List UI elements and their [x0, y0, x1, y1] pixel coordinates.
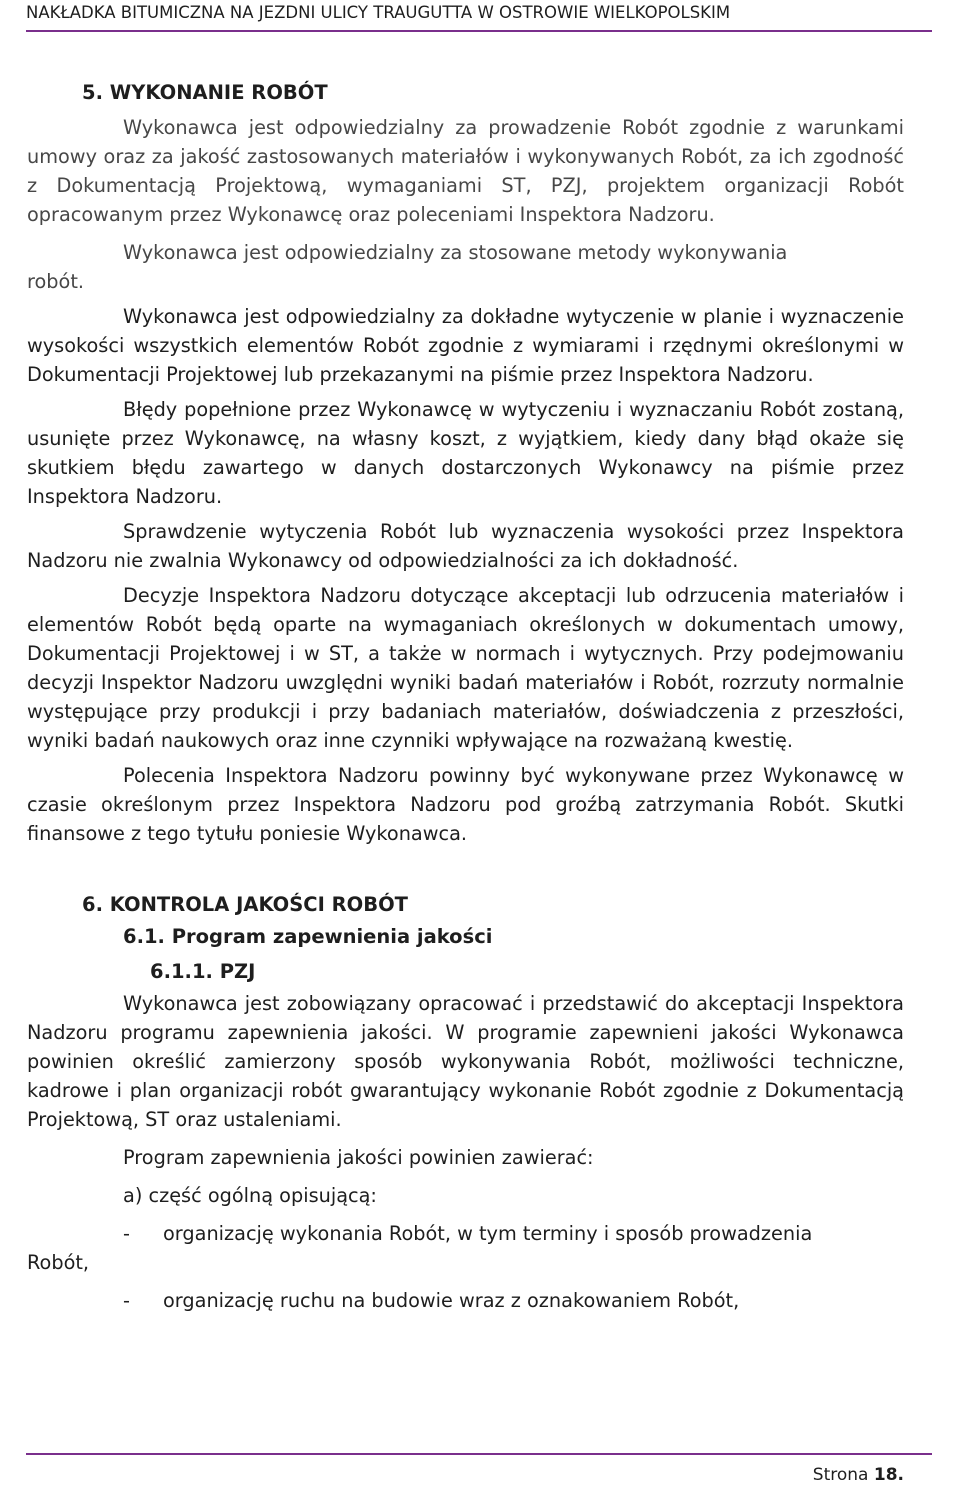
section-5-heading: 5. WYKONANIE ROBÓT	[82, 81, 328, 104]
list-item	[27, 1219, 904, 1248]
page-body	[27, 78, 904, 1315]
paragraph-continuation: robót.	[27, 270, 85, 293]
paragraph: a) część ogólną opisującą:	[123, 1184, 377, 1207]
paragraph: Program zapewnienia jakości powinien zawierać:	[123, 1146, 594, 1169]
paragraph: Wykonawca jest odpowiedzialny za prowadzenie Robót zgodnie z warunkami umowy oraz za jakość zastosowanych materiałów i wykonywanych Robót, za ich zgodność z Dokumentacją Projektową, wymaganiami ST, PZJ, projektem organizacji Robót opracowanym przez Wykonawcę oraz poleceniami Inspektora Nadzoru.	[27, 116, 904, 226]
page-number	[813, 1463, 904, 1487]
list-dash: -	[123, 1289, 130, 1312]
footer-divider	[26, 1453, 932, 1455]
page-label: Strona	[812, 1465, 869, 1485]
subsubsection-heading: 6.1.1. PZJ	[150, 960, 256, 983]
paragraph: Wykonawca jest odpowiedzialny za dokładne wytyczenie w planie i wyznaczenie wysokości wszystkich elementów Robót zgodnie z wymiarami i rzędnymi określonymi w Dokumentacji Projektowej lub przekazanymi na piśmie przez Inspektora Nadzoru.	[27, 305, 904, 386]
running-header: NAKŁADKA BITUMICZNA NA JEZDNI ULICY TRAUGUTTA W OSTROWIE WIELKOPOLSKIM	[26, 3, 731, 22]
paragraph: Decyzje Inspektora Nadzoru dotyczące akceptacji lub odrzucenia materiałów i elementów Robót będą oparte na wymaganiach określonych w dokumentach umowy, Dokumentacji Projektowej i w ST, a także w normach i wytycznych. Przy podejmowaniu decyzji Inspektor Nadzoru uwzględni wyniki badań materiałów i Robót, rozrzuty normalnie występujące przy produkcji i przy badaniach materiałów, doświadczenia z przeszłości, wyniki badań naukowych oraz inne czynniki wpływające na rozważaną kwestię.	[27, 584, 904, 752]
paragraph: Sprawdzenie wytyczenia Robót lub wyznaczenia wysokości przez Inspektora Nadzoru nie zwalnia Wykonawcy od odpowiedzialności za ich dokładność.	[27, 520, 904, 572]
list-item-continuation: Robót,	[27, 1251, 90, 1274]
list-dash: -	[123, 1222, 130, 1245]
section-6-heading: 6. KONTROLA JAKOŚCI ROBÓT	[82, 893, 408, 916]
list-item-text: organizację wykonania Robót, w tym terminy i sposób prowadzenia	[163, 1222, 813, 1245]
header-divider	[26, 30, 932, 32]
paragraph: Wykonawca jest zobowiązany opracować i przedstawić do akceptacji Inspektora Nadzoru programu zapewnienia jakości. W programie zapewnieni jakości Wykonawca powinien określić zamierzony sposób wykonywania Robót, możliwości techniczne, kadrowe i plan organizacji robót gwarantujący wykonanie Robót zgodnie z Dokumentacją Projektową, ST oraz ustaleniami.	[27, 992, 904, 1131]
paragraph: Błędy popełnione przez Wykonawcę w wytyczeniu i wyznaczaniu Robót zostaną, usunięte przez Wykonawcę, na własny koszt, z wyjątkiem, kiedy dany błąd okaże się skutkiem błędu zawartego w danych dostarczonych Wykonawcy na piśmie przez Inspektora Nadzoru.	[27, 398, 904, 508]
paragraph: Polecenia Inspektora Nadzoru powinny być wykonywane przez Wykonawcę w czasie określonym przez Inspektora Nadzoru pod groźbą zatrzymania Robót. Skutki finansowe z tego tytułu poniesie Wykonawca.	[27, 764, 904, 845]
page-value: 18.	[873, 1465, 904, 1485]
subsection-heading: 6.1. Program zapewnienia jakości	[123, 925, 493, 948]
list-item	[27, 1286, 904, 1315]
paragraph: Wykonawca jest odpowiedzialny za stosowane metody wykonywania	[123, 241, 788, 264]
list-item-text: organizację ruchu na budowie wraz z oznakowaniem Robót,	[163, 1289, 740, 1312]
